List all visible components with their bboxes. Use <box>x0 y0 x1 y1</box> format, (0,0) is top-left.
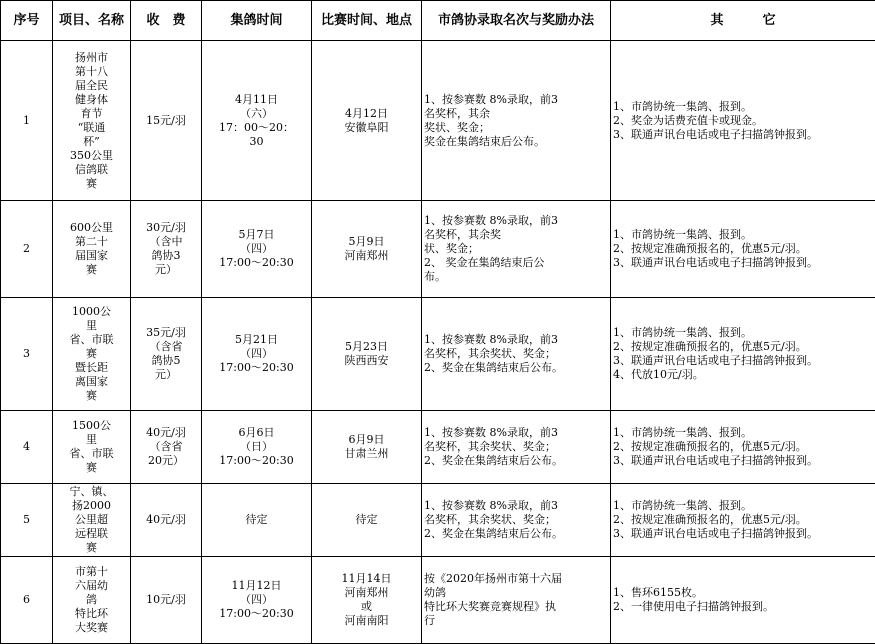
cell-line: 1、市鸽协统一集鸽、报到。 <box>613 326 752 339</box>
cell-project <box>53 298 131 411</box>
cell-line: （六） <box>240 106 273 120</box>
cell-project <box>53 411 131 484</box>
cell-line: 赛 <box>86 461 97 474</box>
cell-line: （日） <box>240 440 273 453</box>
header-race-time-place: 比赛时间、地点 <box>312 1 422 41</box>
cell-gather-time <box>202 411 312 484</box>
table-row <box>1 298 875 411</box>
cell-line: （四） <box>240 242 273 255</box>
cell-line: 2、 奖金在集鸽结束后公 <box>424 256 545 269</box>
cell-text: 3 <box>23 347 30 360</box>
cell-text: 5 <box>23 513 30 526</box>
cell-line: （含省 <box>149 440 183 453</box>
cell-race-time-place <box>312 298 422 411</box>
cell-line: 扬州市 <box>75 50 108 64</box>
cell-line: 1、按参赛数 8%录取，前3 <box>424 333 558 346</box>
cell-line: 名奖杯，其余奖状、奖金； <box>424 513 556 526</box>
cell-line: 公里超 <box>75 513 108 526</box>
cell-line: “联通 <box>77 120 106 134</box>
cell-line: 6月9日 <box>348 433 385 446</box>
cell-line: 17:00～20:30 <box>219 607 294 620</box>
table-row <box>1 41 875 201</box>
cell-line: 届国家 <box>75 249 108 262</box>
cell-line: 大奖赛 <box>75 621 108 634</box>
cell-line: 600公里 <box>70 221 113 234</box>
cell-text: 1 <box>23 113 30 127</box>
cell-line: 2、按规定准确预报名的，优惠5元/羽。 <box>613 513 807 526</box>
cell-other <box>611 201 875 298</box>
cell-line: 11月14日 <box>341 572 392 585</box>
cell-line: 2、奖金在集鸽结束后公布。 <box>424 527 563 540</box>
cell-race-time-place <box>312 484 422 557</box>
cell-line: 里 <box>86 319 97 332</box>
header-rule: 市鸽协录取名次与奖励办法 <box>422 1 611 41</box>
cell-seq <box>1 41 53 201</box>
cell-seq <box>1 484 53 557</box>
cell-other <box>611 557 875 644</box>
cell-other <box>611 298 875 411</box>
cell-line: 5月21日 <box>235 333 278 346</box>
cell-gather-time <box>202 298 312 411</box>
cell-seq <box>1 557 53 644</box>
cell-line: 4、代放10元/羽。 <box>613 368 704 381</box>
cell-fee <box>131 41 202 201</box>
cell-line: 远程联 <box>75 527 108 540</box>
cell-gather-time <box>202 41 312 201</box>
cell-gather-time <box>202 201 312 298</box>
cell-rule <box>422 41 611 201</box>
cell-line: 幼鸽 <box>424 586 446 599</box>
cell-gather-time <box>202 557 312 644</box>
cell-line: 1、市鸽协统一集鸽、报到。 <box>613 499 752 512</box>
cell-line: 17:00～20:30 <box>219 454 294 467</box>
cell-line: 名奖杯，其余奖状、奖金； <box>424 440 556 453</box>
cell-line: 离国家 <box>75 375 108 388</box>
cell-line: 省、市联 <box>69 447 114 460</box>
cell-line: 特比环大奖赛竞赛规程》执 <box>424 600 556 613</box>
cell-line: 布。 <box>424 270 446 283</box>
cell-line: 赛 <box>86 389 97 402</box>
cell-line: 3、联通声讯台电话或电子扫描鸽钟报到。 <box>613 454 818 467</box>
cell-line: 元） <box>155 368 177 381</box>
cell-line: （含中 <box>149 235 183 248</box>
cell-line: 2、一律使用电子扫描鸽钟报到。 <box>613 600 774 613</box>
cell-line: 安徽阜阳 <box>344 120 389 134</box>
cell-project <box>53 484 131 557</box>
cell-line: 届全民 <box>75 78 108 92</box>
cell-line: 名奖杯，其余奖状、奖金； <box>424 347 556 360</box>
header-project: 项目、名称 <box>53 1 131 41</box>
cell-line: 河南南阳 <box>344 614 389 627</box>
cell-race-time-place <box>312 201 422 298</box>
cell-line: 17:00～20:30 <box>219 256 294 269</box>
cell-line: 第十八 <box>75 64 108 78</box>
cell-fee <box>131 298 202 411</box>
cell-line: 信鸽联 <box>75 162 108 176</box>
cell-line: 1、市鸽协统一集鸽、报到。 <box>613 426 752 439</box>
table-row <box>1 484 875 557</box>
cell-other <box>611 41 875 201</box>
cell-project <box>53 201 131 298</box>
cell-line: 2、奖金在集鸽结束后公布。 <box>424 361 563 374</box>
header-fee: 收 费 <box>131 1 202 41</box>
cell-line: 第二十 <box>75 235 108 248</box>
cell-line: 待定 <box>355 513 378 526</box>
cell-line: 赛 <box>86 541 97 554</box>
cell-fee <box>131 201 202 298</box>
cell-line: 35元/羽 <box>146 326 186 339</box>
cell-project <box>53 41 131 201</box>
cell-text: 6 <box>23 593 30 606</box>
cell-line: 1、售环6155枚。 <box>613 586 703 599</box>
cell-line: 健身体 <box>75 92 108 106</box>
cell-line: 河南郑州 <box>344 586 389 599</box>
cell-line: 3、联通声讯台电话或电子扫描鸽钟报到。 <box>613 354 818 367</box>
cell-line: 六届幼 <box>75 579 108 592</box>
cell-other <box>611 411 875 484</box>
cell-line: 或 <box>361 600 372 613</box>
cell-line: 赛 <box>86 347 97 360</box>
cell-line: 行 <box>424 614 435 627</box>
cell-line: 2、奖金为话费充值卡或现金。 <box>613 113 763 127</box>
header-other: 其 它 <box>611 1 875 41</box>
cell-race-time-place <box>312 557 422 644</box>
cell-line: 3、联通声讯台电话或电子扫描鸽钟报到。 <box>613 527 818 540</box>
cell-line: 4月11日 <box>235 92 278 106</box>
table-row <box>1 201 875 298</box>
cell-line: 里 <box>86 433 97 446</box>
cell-line: 3、联通声讯台电话或电子扫描鸽钟报到。 <box>613 256 818 269</box>
cell-line: 40元/羽 <box>146 513 186 526</box>
cell-line: 15元/羽 <box>146 113 186 127</box>
cell-line: 1、按参赛数 8%录取，前3 <box>424 499 558 512</box>
cell-line: 2、按规定准确预报名的，优惠5元/羽。 <box>613 340 807 353</box>
cell-line: （四） <box>240 593 273 606</box>
cell-line: 市第十 <box>75 565 108 578</box>
header-seq: 序号 <box>1 1 53 41</box>
cell-line: 陕西西安 <box>344 354 389 367</box>
cell-line: 5月9日 <box>348 235 385 248</box>
cell-line: 育节 <box>80 106 103 120</box>
cell-other <box>611 484 875 557</box>
cell-line: 1、按参赛数 8%录取，前3 <box>424 214 558 227</box>
cell-seq <box>1 298 53 411</box>
cell-line: 1、按参赛数 8%录取，前3 <box>424 92 558 106</box>
cell-race-time-place <box>312 411 422 484</box>
cell-line: 甘肃兰州 <box>344 447 389 460</box>
cell-line: 20元） <box>148 454 184 467</box>
cell-line: 1000公 <box>72 305 111 318</box>
cell-line: 4月12日 <box>345 106 388 120</box>
cell-line: 2、按规定准确预报名的，优惠5元/羽。 <box>613 242 807 255</box>
cell-line: 河南郑州 <box>344 249 389 262</box>
cell-line: 赛 <box>86 263 97 276</box>
cell-fee <box>131 411 202 484</box>
cell-text: 2 <box>23 242 30 255</box>
cell-line: 350公里 <box>70 148 113 162</box>
cell-line: 6月6日 <box>238 426 275 439</box>
table-row <box>1 557 875 644</box>
cell-gather-time <box>202 484 312 557</box>
cell-fee <box>131 557 202 644</box>
cell-line: 元） <box>155 263 177 276</box>
cell-project <box>53 557 131 644</box>
cell-fee <box>131 484 202 557</box>
cell-rule <box>422 484 611 557</box>
cell-line: 11月12日 <box>231 579 282 592</box>
cell-line: 鸽协3 <box>151 249 181 262</box>
cell-line: 赛 <box>86 176 97 190</box>
cell-line: 1500公 <box>72 419 111 432</box>
cell-line: 鸽 <box>86 593 97 606</box>
cell-line: 2、按规定准确预报名的，优惠5元/羽。 <box>613 440 807 453</box>
cell-line: 17：00～20： <box>219 120 294 134</box>
cell-line: 名奖杯，其余奖 <box>424 228 501 241</box>
cell-line: 暨长距 <box>75 361 108 374</box>
cell-line: 宁、镇、 <box>69 485 114 498</box>
cell-line: 扬2000 <box>72 499 111 512</box>
cell-line: 3、联通声讯台电话或电子扫描鸽钟报到。 <box>613 127 818 141</box>
cell-line: 1、按参赛数 8%录取，前3 <box>424 426 558 439</box>
cell-line: 2、奖金在集鸽结束后公布。 <box>424 454 563 467</box>
cell-line: 状、奖金； <box>424 242 479 255</box>
cell-line: 30 <box>249 134 264 148</box>
cell-line: 17:00～20:30 <box>219 361 294 374</box>
cell-line: 鸽协5 <box>151 354 181 367</box>
cell-line: 1、市鸽协统一集鸽、报到。 <box>613 228 752 241</box>
cell-line: 按《2020年扬州市第十六届 <box>424 572 562 585</box>
cell-line: 名奖杯，其余 <box>424 106 490 120</box>
cell-line: 40元/羽 <box>146 426 186 439</box>
cell-line: 特比环 <box>75 607 108 620</box>
cell-line: 待定 <box>245 513 268 526</box>
cell-rule <box>422 298 611 411</box>
cell-rule <box>422 411 611 484</box>
cell-line: 奖金在集鸽结束后公布。 <box>424 134 545 148</box>
cell-text: 4 <box>23 440 30 453</box>
cell-rule <box>422 201 611 298</box>
table-row <box>1 411 875 484</box>
cell-line: 5月7日 <box>238 228 275 241</box>
cell-line: 奖状、奖金； <box>424 120 490 134</box>
cell-line: （含省 <box>149 340 183 353</box>
cell-line: 10元/羽 <box>146 593 186 606</box>
header-gather-time: 集鸽时间 <box>202 1 312 41</box>
cell-rule <box>422 557 611 644</box>
cell-line: 5月23日 <box>345 340 388 353</box>
cell-line: 杯” <box>83 134 100 148</box>
cell-line: 省、市联 <box>69 333 114 346</box>
cell-seq <box>1 201 53 298</box>
cell-line: 30元/羽 <box>146 221 186 234</box>
cell-line: 1、市鸽协统一集鸽、报到。 <box>613 99 752 113</box>
cell-line: （四） <box>240 347 273 360</box>
header-row <box>1 1 875 41</box>
cell-seq <box>1 411 53 484</box>
cell-race-time-place <box>312 41 422 201</box>
